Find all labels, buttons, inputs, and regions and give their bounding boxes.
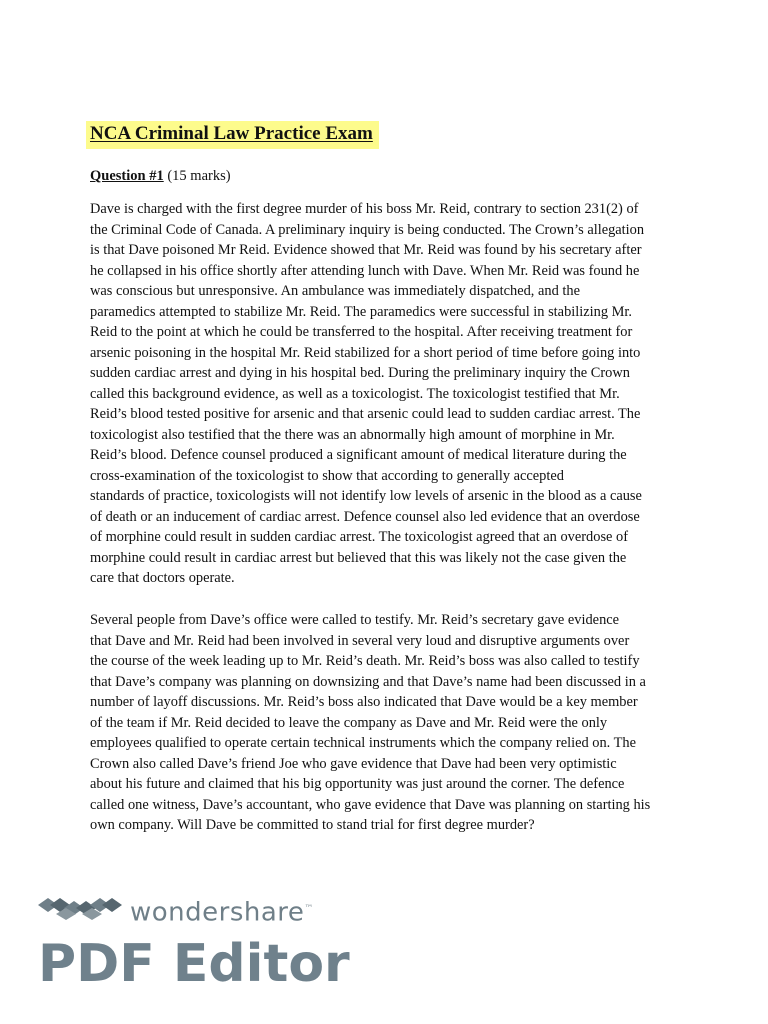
- question-label: Question #1: [90, 168, 164, 184]
- wondershare-brand-text: [130, 892, 313, 930]
- paragraph-line: Reid’s blood tested positive for arsenic and that arsenic could lead to sudden cardiac arrest. The: [90, 406, 641, 422]
- paragraph-line: that Dave’s company was planning on downsizing and that Dave’s name had been discussed in a: [90, 673, 646, 690]
- paragraph-line: cross-examination of the toxicologist to show that according to generally accepted: [90, 467, 564, 484]
- paragraph-line: is that Dave poisoned Mr Reid. Evidence showed that Mr. Reid was found by his secretary after: [90, 242, 642, 258]
- paragraph-line: own company. Will Dave be committed to stand trial for first degree murder?: [90, 817, 535, 833]
- paragraph-line: toxicologist also testified that the there was an abnormally high amount of morphine in Mr.: [90, 426, 615, 443]
- paragraph-line: that Dave and Mr. Reid had been involved in several very loud and disruptive arguments over: [90, 632, 630, 649]
- paragraph-line: of the team if Mr. Reid decided to leave the company as Dave and Mr. Reid were the only: [90, 714, 608, 731]
- watermark-brand: wondershare: [130, 897, 305, 928]
- paragraph-line: Several people from Dave’s office were called to testify. Mr. Reid’s secretary gave evidence: [90, 612, 620, 628]
- paragraph-line: called this background evidence, as well as a toxicologist. The toxicologist testified that Mr.: [90, 385, 620, 402]
- question-heading: [90, 166, 231, 186]
- paragraph-line: paramedics attempted to stabilize Mr. Reid. The paramedics were successful in stabilizing Mr.: [90, 303, 633, 320]
- paragraph-line: Dave is charged with the first degree murder of his boss Mr. Reid, contrary to section 231(2) of: [90, 201, 639, 217]
- paragraph-line: sudden cardiac arrest and dying in his hospital bed. During the preliminary inquiry the Crown: [90, 365, 630, 381]
- watermark-trademark: ™: [304, 904, 314, 914]
- paragraph-line: arsenic poisoning in the hospital Mr. Reid stabilized for a short period of time before going into: [90, 344, 641, 361]
- paragraph-line: the Criminal Code of Canada. A preliminary inquiry is being conducted. The Crown’s allegation: [90, 221, 645, 238]
- paragraph-line: Reid to the point at which he could be transferred to the hospital. After receiving treatment for: [90, 324, 633, 340]
- paragraph-line: employees qualified to operate certain technical instruments which the company relied on. The: [90, 735, 636, 751]
- paragraph-line: care that doctors operate.: [90, 570, 235, 586]
- paragraph-line: Reid’s blood. Defence counsel produced a significant amount of medical literature during the: [90, 447, 627, 463]
- paragraph-line: number of layoff discussions. Mr. Reid’s boss also indicated that Dave would be a key member: [90, 694, 638, 710]
- paragraph-line: of morphine could result in sudden cardiac arrest. The toxicologist agreed that an overdose of: [90, 529, 629, 545]
- question-paragraph-1: [90, 199, 690, 589]
- paragraph-line: he collapsed in his office shortly after attending lunch with Dave. When Mr. Reid was found he: [90, 262, 640, 279]
- paragraph-line: standards of practice, toxicologists will not identify low levels of arsenic in the blood as a cause: [90, 488, 642, 504]
- question-paragraph-2: [90, 610, 690, 836]
- paragraph-line: the course of the week leading up to Mr. Reid’s death. Mr. Reid’s boss was also called to testify: [90, 653, 640, 669]
- paragraph-line: morphine could result in cardiac arrest but believed that this was likely not the case given the: [90, 549, 627, 566]
- question-marks: (15 marks): [167, 168, 231, 184]
- watermark-product: PDF Editor: [38, 934, 350, 994]
- paragraph-line: was conscious but unresponsive. An ambulance was immediately dispatched, and the: [90, 283, 580, 299]
- paragraph-line: Crown also called Dave’s friend Joe who gave evidence that Dave had been very optimistic: [90, 755, 617, 772]
- paragraph-line: called one witness, Dave’s accountant, who gave evidence that Dave was planning on starting his: [90, 796, 651, 813]
- wondershare-watermark: [36, 890, 356, 1000]
- document-title: NCA Criminal Law Practice Exam: [86, 121, 379, 149]
- paragraph-line: about his future and claimed that his big opportunity was just around the corner. The defence: [90, 776, 625, 792]
- wondershare-diamond-logo-icon: [36, 894, 128, 924]
- paragraph-line: of death or an inducement of cardiac arrest. Defence counsel also led evidence that an overdose: [90, 508, 640, 525]
